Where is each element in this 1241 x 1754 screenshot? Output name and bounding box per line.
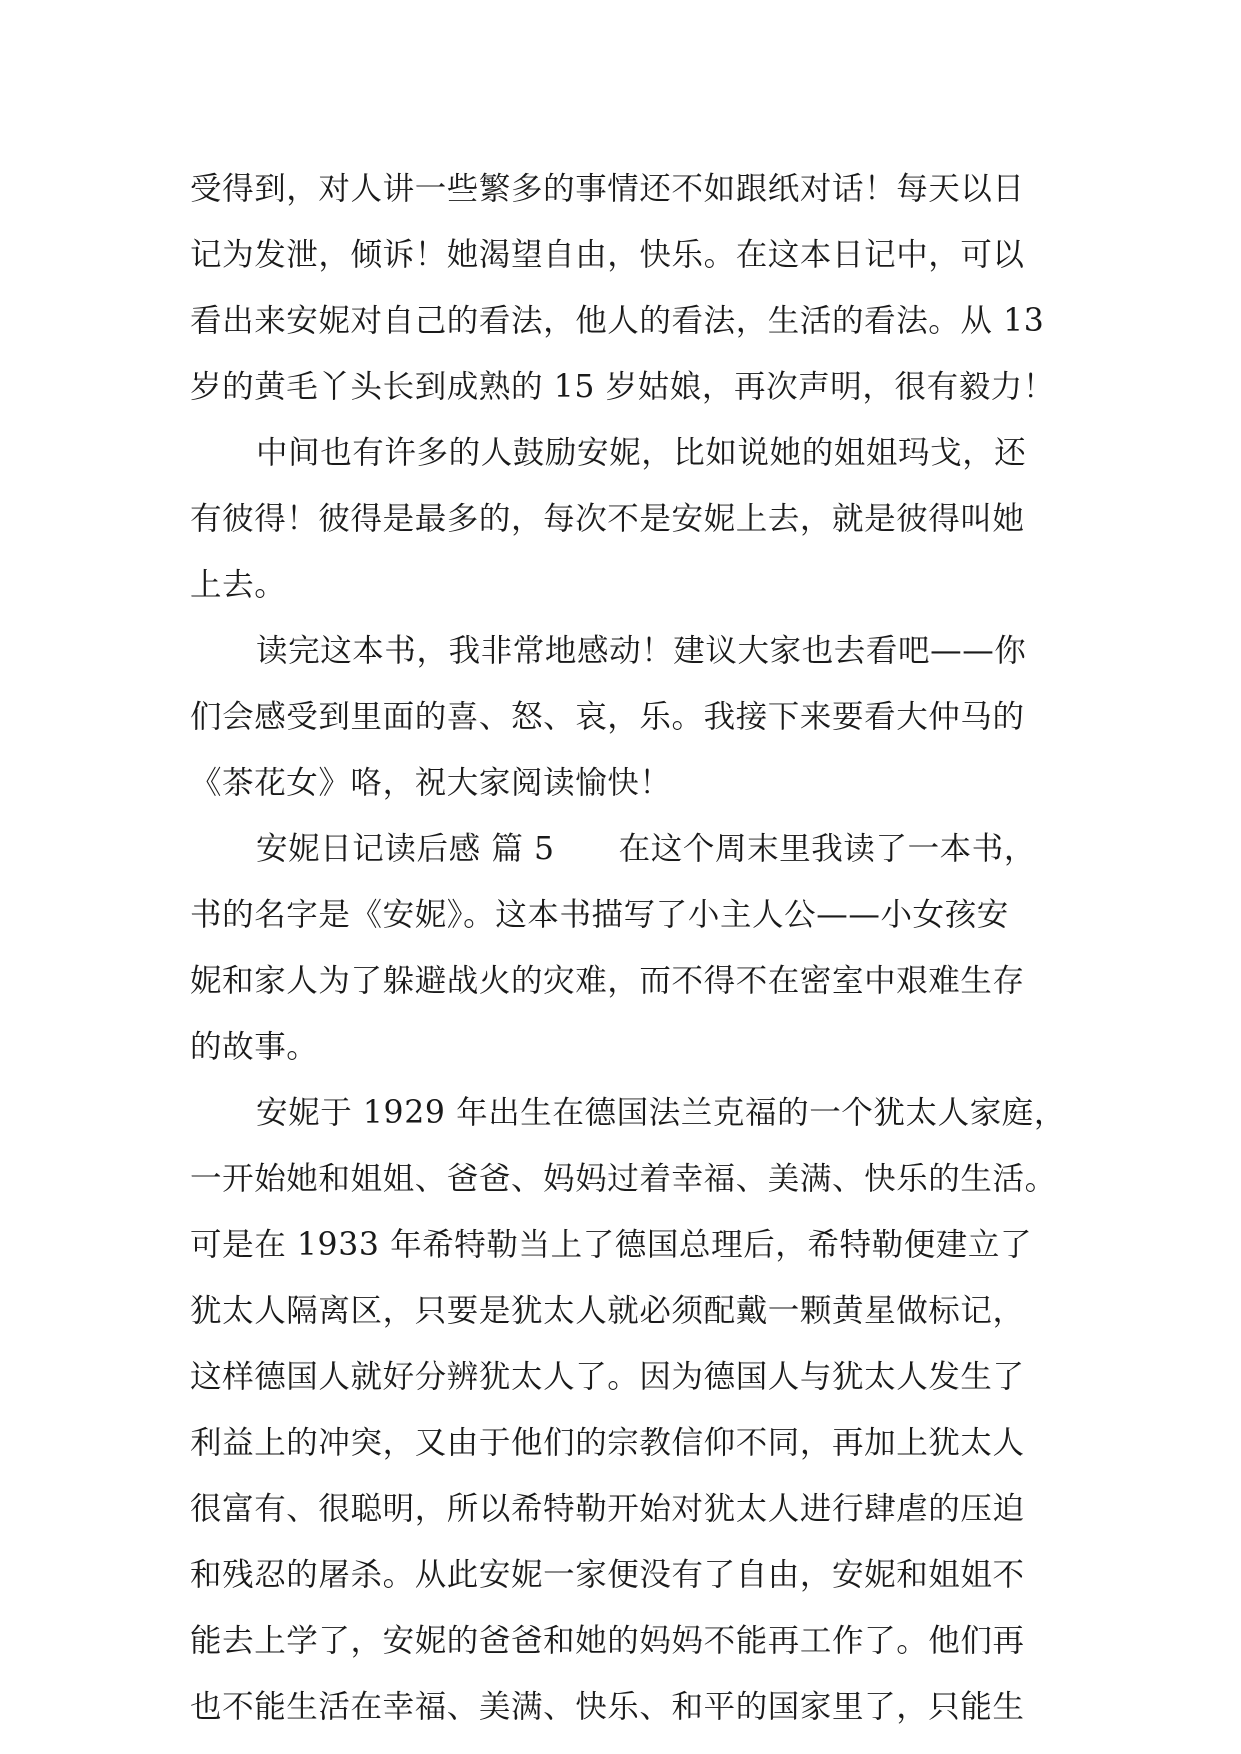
- text-line: 岁的黄毛丫头长到成熟的 15 岁姑娘，再次声明，很有毅力！: [190, 369, 1056, 405]
- text-line: 妮和家人为了躲避战火的灾难，而不得不在密室中艰难生存: [190, 963, 1025, 999]
- text-line: 很富有、很聪明，所以希特勒开始对犹太人进行肆虐的压迫: [190, 1491, 1025, 1527]
- paragraph-first-line: 读完这本书，我非常地感动！建议大家也去看吧——你: [256, 633, 1027, 669]
- section-intro-text: 在这个周末里我读了一本书，: [618, 831, 1036, 867]
- text-line: 书的名字是《安妮》。这本书描写了小主人公——小女孩安: [190, 897, 1009, 933]
- text-line: 这样德国人就好分辨犹太人了。因为德国人与犹太人发生了: [190, 1359, 1025, 1395]
- text-line: 利益上的冲突，又由于他们的宗教信仰不同，再加上犹太人: [190, 1425, 1025, 1461]
- text-line: 《茶花女》咯，祝大家阅读愉快！: [190, 765, 672, 801]
- text-line: 可是在 1933 年希特勒当上了德国总理后，希特勒便建立了: [190, 1227, 1033, 1263]
- text-line: 们会感受到里面的喜、怒、哀，乐。我接下来要看大仲马的: [190, 699, 1025, 735]
- text-line: 能去上学了，安妮的爸爸和她的妈妈不能再工作了。他们再: [190, 1623, 1025, 1659]
- text-line: 犹太人隔离区，只要是犹太人就必须配戴一颗黄星做标记，: [190, 1293, 1025, 1329]
- text-line: 的故事。: [190, 1029, 319, 1065]
- text-line: 和残忍的屠杀。从此安妮一家便没有了自由，安妮和姐姐不: [190, 1557, 1025, 1593]
- text-line: 受得到，对人讲一些繁多的事情还不如跟纸对话！每天以日: [190, 171, 1025, 207]
- paragraph-first-line: 中间也有许多的人鼓励安妮，比如说她的姐姐玛戈，还: [256, 435, 1027, 471]
- section-heading: 安妮日记读后感 篇 5: [256, 831, 555, 867]
- text-line: 有彼得！彼得是最多的，每次不是安妮上去，就是彼得叫她: [190, 501, 1025, 537]
- text-line: 记为发泄，倾诉！她渴望自由，快乐。在这本日记中，可以: [190, 237, 1025, 273]
- paragraph-first-line: 安妮于 1929 年出生在德国法兰克福的一个犹太人家庭，: [256, 1095, 1066, 1131]
- body-text: [190, 156, 1066, 1740]
- text-line: 看出来安妮对自己的看法，他人的看法，生活的看法。从 13: [190, 303, 1045, 339]
- section-heading-line: [190, 816, 1060, 882]
- text-line: 一开始她和姐姐、爸爸、妈妈过着幸福、美满、快乐的生活。: [190, 1161, 1057, 1197]
- text-line: 上去。: [190, 567, 287, 603]
- text-line: 也不能生活在幸福、美满、快乐、和平的国家里了，只能生: [190, 1689, 1025, 1725]
